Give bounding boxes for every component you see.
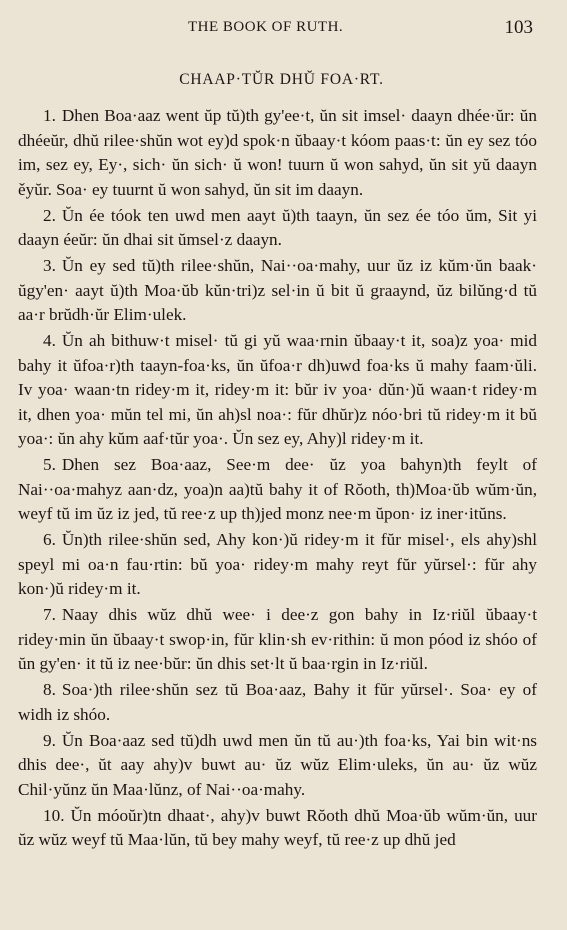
verse-number: 4. [43,331,56,350]
verse-text: Naay dhis wŭz dhŭ wee· i dee·z gon bahy in Iz·riŭl ŭbaay·t ridey·min ŭn ŭbaay·t swop·in, fŭr klin·sh ev·rithin: ŭ mon póod iz shóo of ŭn gy'en· it tŭ iz nee·bŭr: ŭn dhis set·lt ŭ baa·rgin in Iz·riŭl. [18,605,537,673]
verse-paragraph [18,528,537,602]
verse-number: 3. [43,256,56,275]
verse-number: 8. [43,680,56,699]
verse-number: 9. [43,730,56,750]
verse-number: 1. [43,106,56,125]
verse-text: Ŭn ey sed tŭ)th rilee·shŭn, Nai··oa·mahy, uur ŭz iz kŭm·ŭn baak· ŭgy'en· aayt ŭ)th Moa·ŭb kŭn·tri)z sel·in ŭ bit ŭ graaynd, ŭz bilŭng·d tŭ aa·r brŭdh·ŭr Elim·ulek. [18,256,537,324]
verse-paragraph [18,804,537,853]
verse-text: Ŭn ée tóok ten uwd men aayt ŭ)th taayn, ŭn sez ée tóo ŭm, Sit yi daayn éeŭr: ŭn dhai sit ŭmsel·z daayn. [18,205,537,249]
verse-text: Soa·)th rilee·shŭn sez tŭ Boa·aaz, Bahy it fŭr yŭrsel·. Soa· ey of widh iz shóo. [18,680,537,724]
verse-text: Ŭn ah bithuw·t misel· tŭ gi yŭ waa·rnin ŭbaay·t it, soa)z yoa· mid bahy it ŭfoa·r)th taayn-foa·ks, ŭn ŭfoa·r dh)uwd foa·ks ŭ mahy faam·ŭli. Iv yoa· waan·tn ridey·m it, ridey·m it: bŭr iv yoa· dŭn·)ŭ waan·t ridey·m it, dhen yoa· mŭn tel mi, ŭn ah)sl noa·: fŭr dhŭr)z nóo·bri tŭ ridey·m it bŭ yoa·: ŭn ahy kŭm aaf·tŭr yoa·. Ŭn sez ey, Ahy)l ridey·m it. [18,331,537,448]
verse-text: Dhen sez Boa·aaz, See·m dee· ŭz yoa bahyn)th feylt of Nai··oa·mahyz aan·dz, yoa)n aa)tŭ bahy it of Rŏoth, th)Moa·ŭb wŭm·ŭn, weyf tŭ im ŭz iz jed, tŭ ree·z up th)jed monz nee·m ŭpon· iz iner·itŭns. [18,455,537,523]
verse-number: 10. [43,805,65,825]
running-title: THE BOOK OF RUTH. [188,19,344,35]
verse-number: 7. [43,605,56,624]
verse-text: Ŭn móoŭr)tn dhaat·, ahy)v buwt Rŏoth dhŭ Moa·ŭb wŭm·ŭn, uur ŭz wŭz weyf tŭ Maa·lŭn, tŭ bey mahy weyf, tŭ ree·z up dhŭ jed [18,805,537,849]
verse-text: Ŭn)th rilee·shŭn sed, Ahy kon·)ŭ ridey·m it fŭr misel·, els ahy)shl speyl mi oa·n fau·rtin: bŭ yoa· ridey·m mahy reyt fŭr yŭrsel·: fŭr ahy kon·)ŭ ridey·m it. [18,530,537,598]
running-header [18,17,537,43]
page-number: 103 [504,17,533,38]
verse-paragraph [18,329,537,452]
verse-text: Ŭn Boa·aaz sed tŭ)dh uwd men ŭn tŭ au·)th foa·ks, Yai bin wit·ns dhis dee·, ŭt aay ahy)v buwt au· ŭz wŭz Elim·uleks, ŭn au· ŭz wŭz Chil·yŭnz ŭn Maa·lŭnz, of Nai··oa·mahy. [18,730,537,799]
verse-number: 2. [43,205,56,225]
chapter-heading: CHAAP·TŬR DHŬ FOA·RT. [179,71,384,88]
verse-number: 5. [43,455,56,474]
verse-paragraph [18,603,537,677]
verse-paragraph [18,453,537,527]
verse-paragraph [18,729,537,803]
verse-paragraph [18,104,537,202]
verse-list [18,104,537,853]
verse-number: 6. [43,530,56,549]
verse-paragraph [18,678,537,727]
verse-text: Dhen Boa·aaz went ŭp tŭ)th gy'ee·t, ŭn sit imsel· daayn dhée·ŭr: ŭn dhéeŭr, dhŭ rilee·shŭn wot ey)d spok·n ŭbaay·t kóom paas·t: ŭn ey sez tóo im, sez ey, Ey·, sich· ŭn sich· ŭ won! tuurn ŭ won sahyd, ŭn sit yŭ daayn ěyŭr. Soa· ey tuurnt ŭ won sahyd, ŭn sit im daayn. [18,106,537,199]
verse-paragraph [18,254,537,328]
verse-paragraph [18,204,537,253]
